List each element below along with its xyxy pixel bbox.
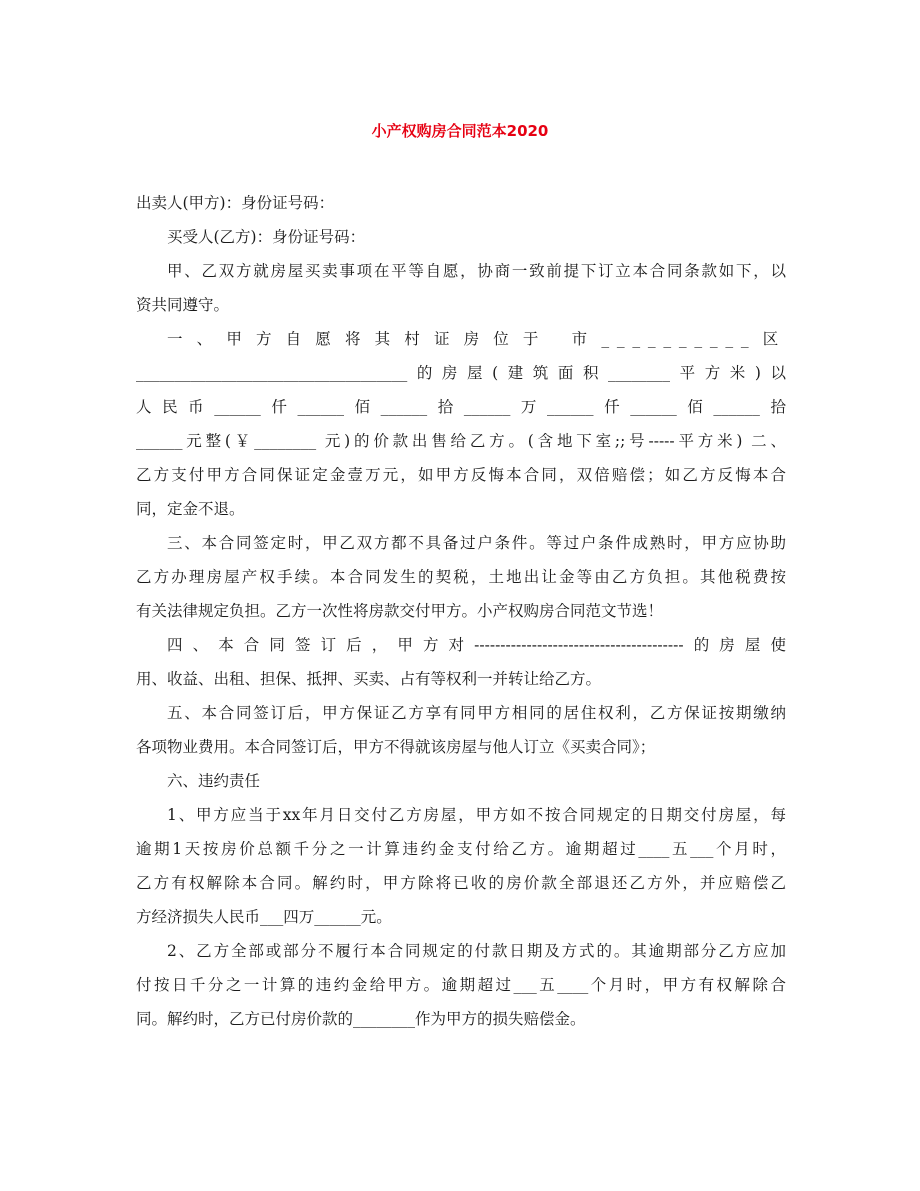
clause-3-line: 有关法律规定负担。乙方一次性将房款交付甲方。小产权购房合同范文节选！: [136, 602, 664, 620]
penalty-1-line: 方经济损失人民币___四万______元。: [136, 908, 392, 926]
clause-2-line: 同，定金不退。: [136, 500, 245, 518]
penalty-1-line: 乙方有权解除本合同。解约时，甲方除将已收的房价款全部退还乙方外，并应赔偿乙: [136, 874, 786, 892]
clause-4-line: 四、本合同签订后，甲方对----------------------------------------的房屋使: [167, 636, 786, 654]
clause-1-line: 人民币______仟______佰______拾______万______仟______佰______拾: [136, 398, 786, 416]
penalty-2-line: 同。解约时，乙方已付房价款的________作为甲方的损失赔偿金。: [136, 1010, 586, 1028]
clause-1-line: 一、甲方自愿将其村证房位于 市__________区: [167, 330, 786, 348]
clause-4-line: 用、收益、出租、担保、抵押、买卖、占有等权利一并转让给乙方。: [136, 670, 602, 688]
document-title: 小产权购房合同范本2020: [371, 122, 549, 140]
paragraph-line: 甲、乙双方就房屋买卖事项在平等自愿，协商一致前提下订立本合同条款如下，以: [167, 262, 786, 280]
clause-5-line: 五、本合同签订后，甲方保证乙方享有同甲方相同的居住权利，乙方保证按期缴纳: [167, 704, 786, 722]
clause-5-line: 各项物业费用。本合同签订后，甲方不得就该房屋与他人订立《买卖合同》；: [136, 738, 656, 756]
penalty-1-line: 1、甲方应当于xx年月日交付乙方房屋，甲方如不按合同规定的日期交付房屋，每: [167, 806, 786, 824]
document-body: [136, 186, 786, 1036]
clause-1-line: ___________________________________的房屋(建筑面积________平方米)以: [136, 364, 786, 382]
penalty-2-line: 付按日千分之一计算的违约金给甲方。逾期超过___五____个月时，甲方有权解除合: [136, 976, 786, 994]
clause-2-line: 乙方支付甲方合同保证定金壹万元，如甲方反悔本合同，双倍赔偿；如乙方反悔本合: [136, 466, 786, 484]
penalty-2-line: 2、乙方全部或部分不履行本合同规定的付款日期及方式的。其逾期部分乙方应加: [167, 942, 786, 960]
section-heading: 六、违约责任: [167, 772, 261, 790]
buyer-line: 买受人(乙方)：身份证号码：: [167, 228, 366, 246]
clause-3-line: 乙方办理房屋产权手续。本合同发生的契税，土地出让金等由乙方负担。其他税费按: [136, 568, 786, 586]
paragraph-line: 资共同遵守。: [136, 296, 230, 314]
penalty-1-line: 逾期1天按房价总额千分之一计算违约金支付给乙方。逾期超过____五___个月时，: [136, 840, 786, 858]
clause-1-line: ______元整(￥________ 元)的价款出售给乙方。(含地下室;;号-----平方米) 二、: [136, 432, 786, 450]
seller-line: 出卖人(甲方)：身份证号码：: [136, 194, 335, 212]
clause-3-line: 三、本合同签定时，甲乙双方都不具备过户条件。等过户条件成熟时，甲方应协助: [167, 534, 786, 552]
